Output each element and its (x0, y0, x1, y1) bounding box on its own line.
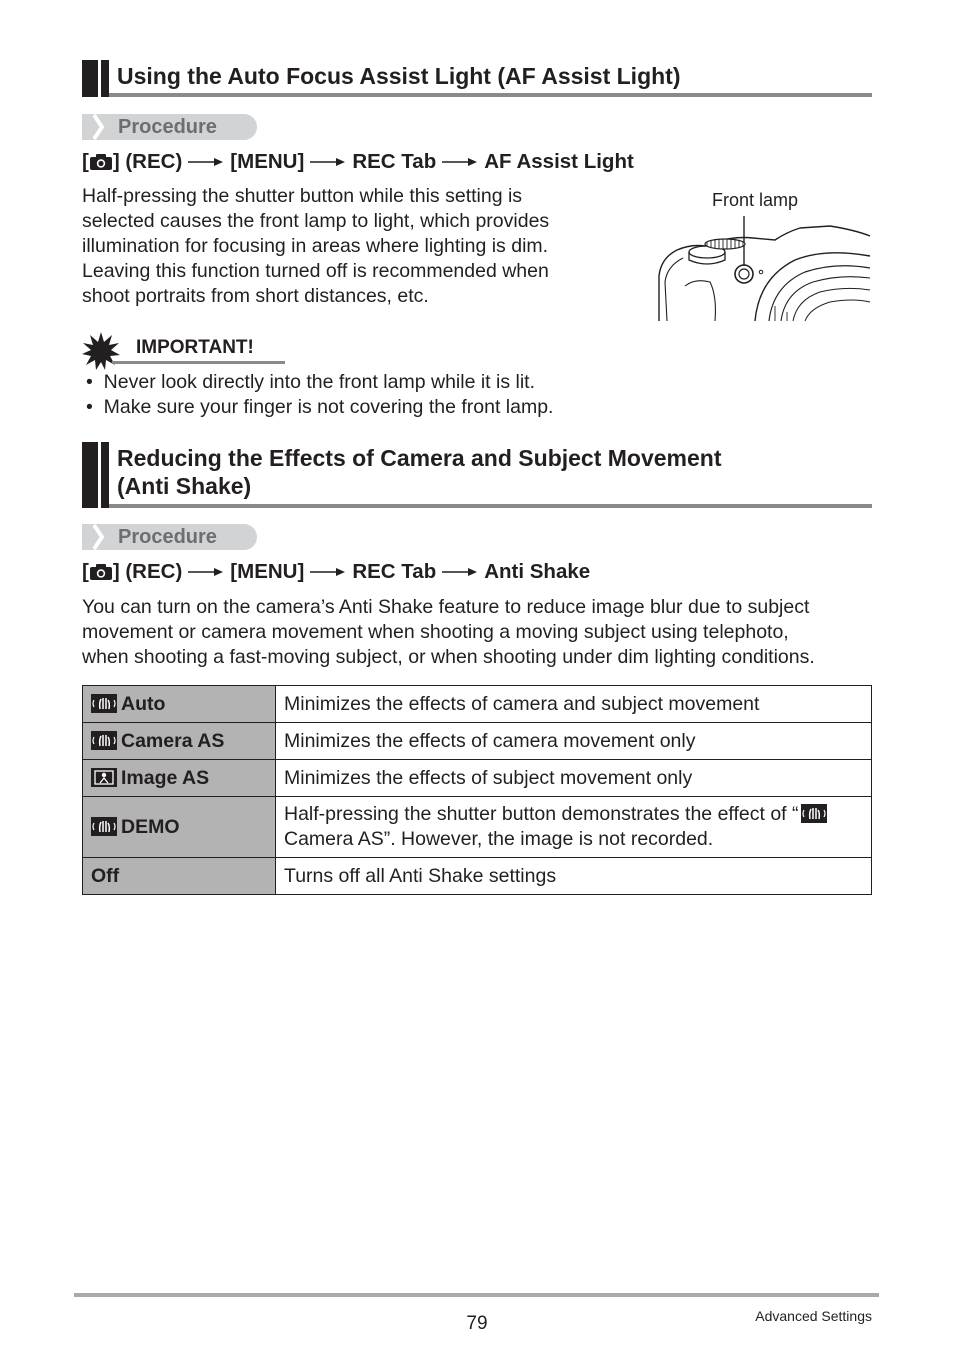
camera-shake-icon (801, 804, 827, 823)
table-row (83, 723, 872, 760)
auto-shake-icon (91, 694, 117, 713)
arrow-right-icon (310, 566, 346, 578)
section-title: Using the Auto Focus Assist Light (AF Assist Light) (117, 63, 681, 89)
heading-bars (82, 442, 112, 508)
footer-rule (74, 1293, 879, 1297)
important-bullets (86, 370, 646, 420)
list-item: • Make sure your finger is not covering the front lamp. (86, 396, 554, 418)
camera-icon (89, 563, 113, 581)
table-desc-cell: Minimizes the effects of subject movement only (276, 760, 872, 797)
image-shake-icon (91, 768, 117, 787)
section-body: Half-pressing the shutter button while this setting is selected causes the front lamp to light, which provides illumination for focusing in areas where lighting is dim. Leaving this function turned off is recommended when shoot portraits from short distances, etc. (82, 185, 550, 307)
menu-path: [ ] (REC) [MENU] REC Tab AF Assist Light (82, 150, 634, 173)
arrow-right-icon (442, 156, 478, 168)
heading-rule (109, 504, 872, 508)
figure-label: Front lamp (712, 190, 799, 210)
page-number: 79 (466, 1313, 488, 1334)
important-label: IMPORTANT! (136, 337, 254, 358)
arrow-right-icon (188, 566, 224, 578)
menu-path: [ ] (REC) [MENU] REC Tab Anti Shake (82, 560, 591, 583)
important-rule (112, 361, 285, 364)
footer-section-name: Advanced Settings (755, 1308, 872, 1324)
list-item: • Never look directly into the front lamp while it is lit. (86, 371, 536, 393)
table-row (83, 686, 872, 723)
table-key-cell: Auto (83, 686, 276, 723)
table-row (83, 760, 872, 797)
table-desc-cell: Turns off all Anti Shake settings (276, 858, 872, 895)
arrow-right-icon (188, 156, 224, 168)
heading-bars (82, 60, 112, 97)
table-row (83, 858, 872, 895)
table-desc-cell: Minimizes the effects of camera movement only (276, 723, 872, 760)
table-desc-cell: Minimizes the effects of camera and subject movement (276, 686, 872, 723)
heading-rule (109, 93, 872, 97)
section-title: Reducing the Effects of Camera and Subject Movement (Anti Shake) (117, 445, 722, 499)
section-heading-af-assist (82, 60, 872, 97)
procedure-tag: Procedure (82, 524, 257, 550)
camera-illustration (655, 186, 875, 326)
table-row (83, 797, 872, 858)
table-key-cell: DEMO (83, 797, 276, 858)
arrow-right-icon (310, 156, 346, 168)
table-desc-cell: Half-pressing the shutter button demonstrates the effect of “ Camera AS”. However, the image is not recorded. (276, 797, 872, 858)
table-key-cell: Camera AS (83, 723, 276, 760)
section-heading-anti-shake (82, 442, 872, 508)
arrow-right-icon (442, 566, 478, 578)
starburst-icon (82, 332, 120, 370)
front-lamp-figure (655, 186, 875, 326)
anti-shake-table (82, 685, 872, 895)
important-callout (82, 332, 287, 368)
procedure-tag: Procedure (82, 114, 257, 140)
camera-shake-icon (91, 731, 117, 750)
demo-shake-icon (91, 817, 117, 836)
section-body: You can turn on the camera’s Anti Shake feature to reduce image blur due to subject movement or camera movement when shooting a moving subject using telephoto, when shooting a fast-moving subject, or when shooting under dim lighting conditions. (82, 596, 815, 668)
camera-icon (89, 153, 113, 171)
table-key-cell: Off (83, 858, 276, 895)
table-key-cell: Image AS (83, 760, 276, 797)
